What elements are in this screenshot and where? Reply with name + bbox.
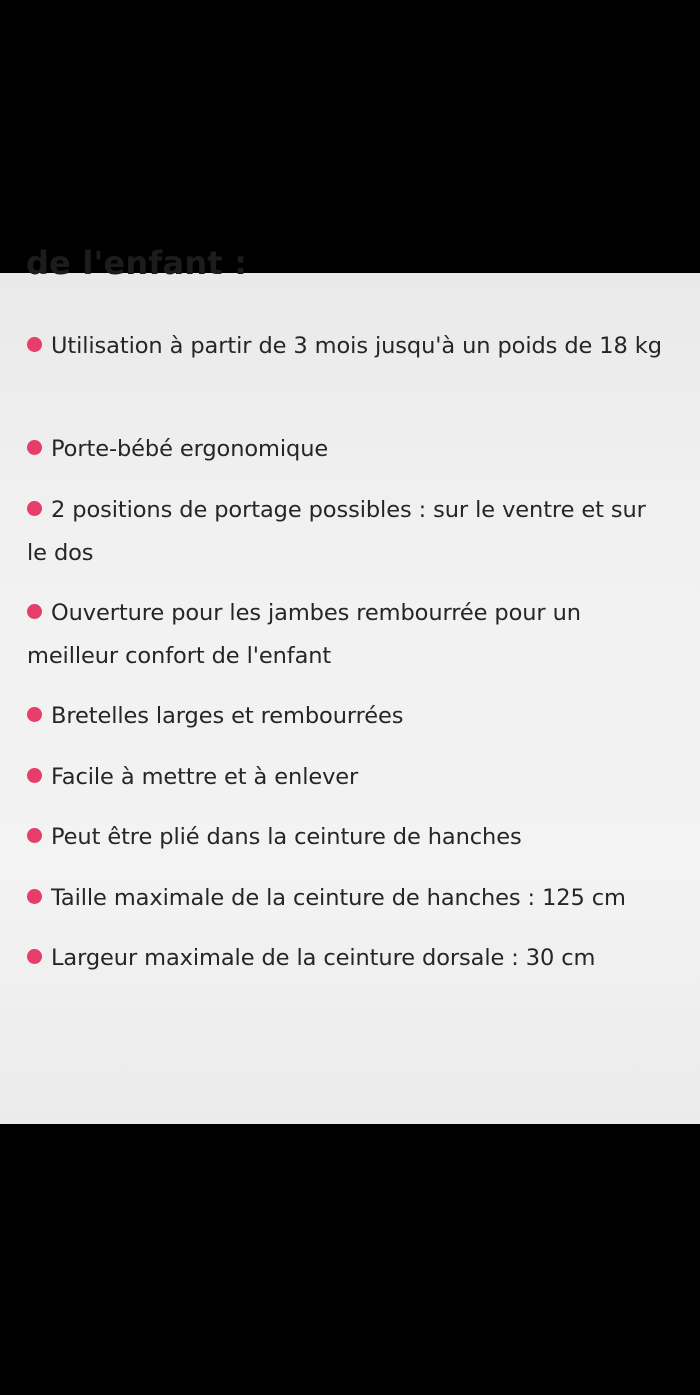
bullet-dot-icon <box>27 707 42 722</box>
list-item <box>27 489 667 575</box>
bullet-dot-icon <box>27 828 42 843</box>
bullet-dot-icon <box>27 501 42 516</box>
bullet-dot-icon <box>27 768 42 783</box>
bullet-dot-icon <box>27 337 42 352</box>
feature-text: Taille maximale de la ceinture de hanches : 125 cm <box>51 885 626 911</box>
feature-text: Porte-bébé ergonomique <box>51 436 329 462</box>
bullet-dot-icon <box>27 949 42 964</box>
bullet-dot-icon <box>27 889 42 904</box>
list-item <box>27 756 667 799</box>
list-item <box>27 592 667 678</box>
feature-text: Utilisation à partir de 3 mois jusqu'à un poids de 18 kg <box>51 333 662 359</box>
list-item <box>27 695 667 738</box>
bullet-dot-icon <box>27 440 42 455</box>
content-viewport[interactable] <box>0 244 700 1124</box>
feature-text: Facile à mettre et à enlever <box>51 764 359 790</box>
feature-text: Bretelles larges et rembourrées <box>51 703 404 729</box>
feature-text: Peut être plié dans la ceinture de hanches <box>51 824 522 850</box>
feature-text: Largeur maximale de la ceinture dorsale : 30 cm <box>51 945 596 971</box>
bullet-dot-icon <box>27 604 42 619</box>
list-item <box>27 877 667 920</box>
list-item <box>27 428 667 471</box>
feature-text: Ouverture pour les jambes rembourrée pour un meilleur confort de l'enfant <box>27 600 581 669</box>
feature-text: 2 positions de portage possibles : sur le ventre et sur le dos <box>27 497 646 566</box>
list-item <box>27 325 667 368</box>
list-item <box>27 937 667 980</box>
section-heading: de l'enfant : <box>26 244 248 282</box>
list-item <box>27 816 667 859</box>
